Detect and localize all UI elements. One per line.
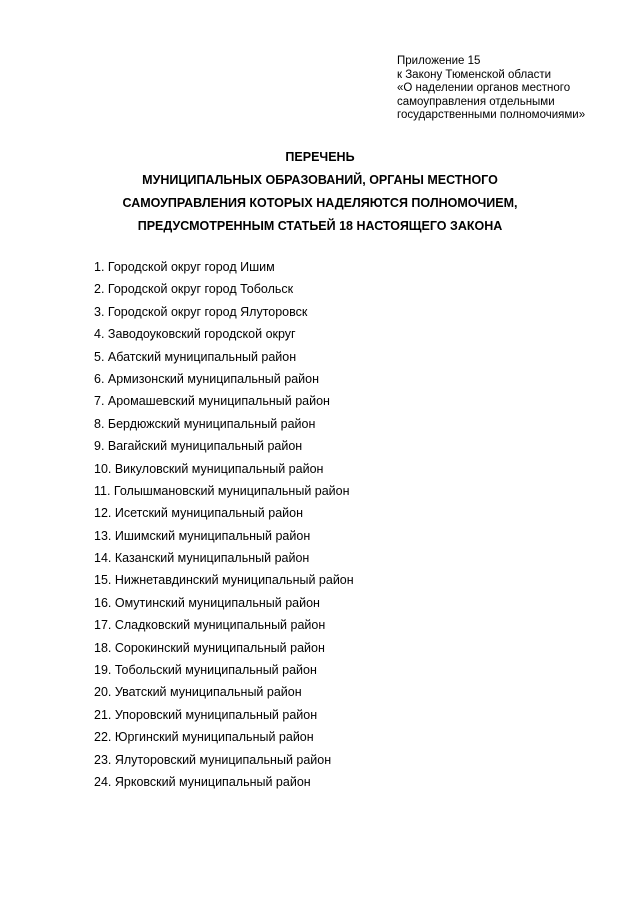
- list-item: 4. Заводоуковский городской округ: [94, 327, 296, 342]
- list-item: 2. Городской округ город Тобольск: [94, 282, 294, 297]
- list-item: 19. Тобольский муниципальный район: [94, 663, 317, 678]
- list-item: 5. Абатский муниципальный район: [94, 349, 297, 364]
- list-item: 3. Городской округ город Ялуторовск: [94, 304, 308, 319]
- heading-line: МУНИЦИПАЛЬНЫХ ОБРАЗОВАНИЙ, ОРГАНЫ МЕСТНОГО: [142, 173, 498, 187]
- list-item: 8. Бердюжский муниципальный район: [94, 416, 316, 431]
- list-item: 11. Голышмановский муниципальный район: [94, 483, 350, 498]
- list-item: 20. Уватский муниципальный район: [94, 685, 302, 700]
- list-item: 9. Вагайский муниципальный район: [94, 439, 303, 454]
- list-item: 24. Ярковский муниципальный район: [94, 774, 311, 789]
- list-item: 10. Викуловский муниципальный район: [94, 461, 324, 476]
- list-item: 6. Армизонский муниципальный район: [94, 371, 319, 386]
- list-item: 17. Сладковский муниципальный район: [94, 618, 326, 633]
- list-item: 7. Аромашевский муниципальный район: [94, 394, 330, 409]
- list-item: 22. Юргинский муниципальный район: [94, 730, 314, 745]
- list-item: 23. Ялуторовский муниципальный район: [94, 752, 332, 767]
- list-item: 12. Исетский муниципальный район: [94, 506, 303, 521]
- document-heading: [0, 146, 640, 238]
- heading-line: САМОУПРАВЛЕНИЯ КОТОРЫХ НАДЕЛЯЮТСЯ ПОЛНОМОЧИЕМ,: [122, 196, 518, 210]
- appendix-note: [397, 55, 585, 123]
- appendix-line: к Закону Тюменской области: [397, 68, 552, 81]
- municipality-list: [94, 256, 354, 793]
- appendix-line: Приложение 15: [397, 55, 481, 67]
- appendix-line: государственными полномочиями»: [397, 109, 586, 121]
- list-item: 21. Упоровский муниципальный район: [94, 707, 318, 722]
- heading-title: ПЕРЕЧЕНЬ: [285, 150, 355, 164]
- appendix-line: самоуправления отдельными: [397, 95, 555, 108]
- list-item: 1. Городской округ город Ишим: [94, 260, 275, 274]
- list-item: 18. Сорокинский муниципальный район: [94, 640, 325, 655]
- heading-line: ПРЕДУСМОТРЕННЫМ СТАТЬЕЙ 18 НАСТОЯЩЕГО ЗАКОНА: [137, 219, 503, 233]
- list-item: 15. Нижнетавдинский муниципальный район: [94, 573, 354, 588]
- list-item: 16. Омутинский муниципальный район: [94, 595, 320, 610]
- appendix-line: «О наделении органов местного: [397, 82, 571, 94]
- list-item: 14. Казанский муниципальный район: [94, 551, 310, 566]
- list-item: 13. Ишимский муниципальный район: [94, 528, 311, 543]
